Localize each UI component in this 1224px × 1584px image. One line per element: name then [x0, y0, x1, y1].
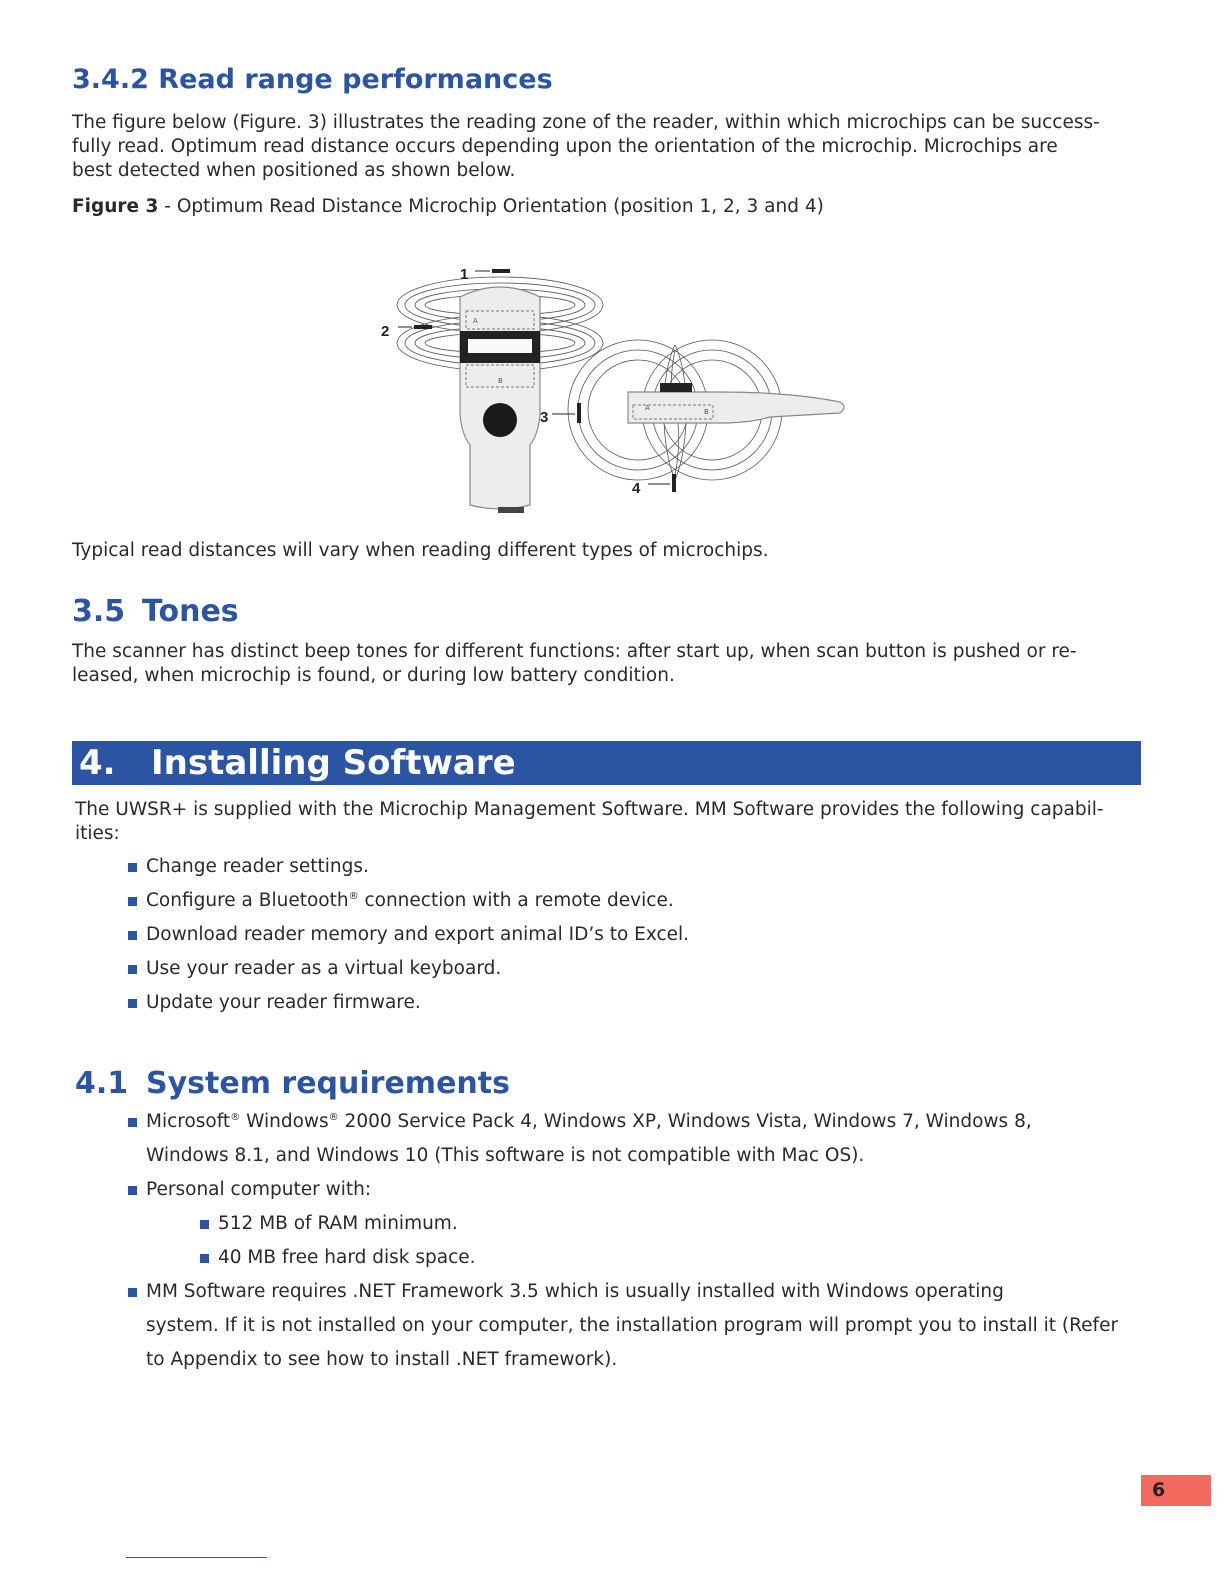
- paragraph-line: The figure below (Figure. 3) illustrates the reading zone of the reader, within which microchips can be success-: [72, 112, 1100, 133]
- list-item: Change reader settings.: [128, 850, 689, 884]
- marker-4: 4: [632, 480, 641, 497]
- section-number: 4.1: [75, 1066, 129, 1101]
- zone-letter-b: B: [498, 377, 503, 385]
- registered-mark: ®: [328, 1112, 339, 1123]
- list-item: [128, 1105, 1138, 1173]
- list-item: Download reader memory and export animal ID’s to Excel.: [128, 918, 689, 952]
- list-item: Update your reader firmware.: [128, 986, 689, 1020]
- list-item: Use your reader as a virtual keyboard.: [128, 952, 689, 986]
- figure-label: Figure 3: [72, 196, 159, 217]
- chapter-title: Installing Software: [151, 743, 516, 783]
- tones-paragraph: [72, 640, 1132, 688]
- list-item-text: system. If it is not installed on your computer, the installation program will prompt you to install it (Refer: [146, 1315, 1119, 1336]
- list-item-text: Personal computer with:: [146, 1179, 372, 1200]
- read-zone-figure: [370, 255, 860, 519]
- list-item: [128, 884, 689, 918]
- list-item-text: connection with a remote device.: [358, 890, 674, 911]
- paragraph-line: ities:: [75, 823, 120, 844]
- sub-list-item: 512 MB of RAM minimum.: [200, 1207, 1138, 1241]
- list-item-text: 2000 Service Pack 4, Windows XP, Windows Vista, Windows 7, Windows 8,: [338, 1111, 1032, 1132]
- zone-letter-a: A: [473, 317, 478, 325]
- paragraph-line: The scanner has distinct beep tones for different functions: after start up, when scan button is pushed or re-: [72, 641, 1077, 662]
- list-item: [128, 1173, 1138, 1207]
- list-item-text: MM Software requires .NET Framework 3.5 which is usually installed with Windows operating: [146, 1281, 1004, 1302]
- marker-3: 3: [540, 409, 549, 426]
- list-item-text: Configure a Bluetooth: [146, 890, 349, 911]
- read-range-paragraph: [72, 111, 1132, 183]
- chapter-4-heading: [72, 741, 1141, 785]
- list-item-text: Microsoft: [146, 1111, 231, 1132]
- sub-list-item: 40 MB free hard disk space.: [200, 1241, 1138, 1275]
- section-4-1-heading: [75, 1066, 510, 1101]
- figure-caption: [72, 196, 824, 217]
- reader-side-view: [628, 392, 844, 423]
- paragraph-line: leased, when microchip is found, or during low battery condition.: [72, 665, 675, 686]
- paragraph-line: fully read. Optimum read distance occurs depending upon the orientation of the microchip. Microchips are: [72, 136, 1058, 157]
- capabilities-list: [128, 850, 689, 1020]
- list-item: [128, 1275, 1138, 1377]
- paragraph-line: The UWSR+ is supplied with the Microchip Management Software. MM Software provides the following capabil-: [75, 799, 1104, 820]
- marker-1: 1: [460, 266, 469, 283]
- section-3-4-2-heading: 3.4.2 Read range performances: [72, 64, 553, 95]
- requirements-list: [128, 1105, 1138, 1377]
- registered-mark: ®: [230, 1112, 241, 1123]
- section-3-5-heading: [72, 594, 239, 629]
- list-item-text: Windows: [240, 1111, 329, 1132]
- figure-caption-text: - Optimum Read Distance Microchip Orientation (position 1, 2, 3 and 4): [158, 196, 824, 217]
- list-item-text: Windows 8.1, and Windows 10 (This software is not compatible with Mac OS).: [146, 1145, 865, 1166]
- zone-letter-a2: A: [645, 404, 650, 412]
- reader-body: [460, 287, 540, 509]
- section-title: Tones: [142, 594, 239, 629]
- footer-rule: [126, 1557, 267, 1558]
- paragraph-line: best detected when positioned as shown below.: [72, 160, 516, 181]
- list-item-text: to Appendix to see how to install .NET framework).: [146, 1349, 618, 1370]
- scan-button: [483, 403, 517, 437]
- registered-mark: ®: [348, 891, 359, 902]
- section-number: 3.5: [72, 594, 126, 629]
- chapter-4-banner: [72, 741, 1141, 785]
- zone-letter-b2: B: [704, 408, 709, 416]
- page-number: 6: [1152, 1479, 1166, 1501]
- software-intro-paragraph: [75, 798, 1145, 846]
- section-title: System requirements: [146, 1066, 510, 1101]
- marker-2: 2: [381, 323, 390, 340]
- read-zone-illustration: [370, 255, 860, 515]
- chapter-number: 4.: [79, 743, 116, 783]
- read-distance-note: Typical read distances will vary when reading different types of microchips.: [72, 540, 769, 561]
- page-number-tab: [1141, 1475, 1211, 1506]
